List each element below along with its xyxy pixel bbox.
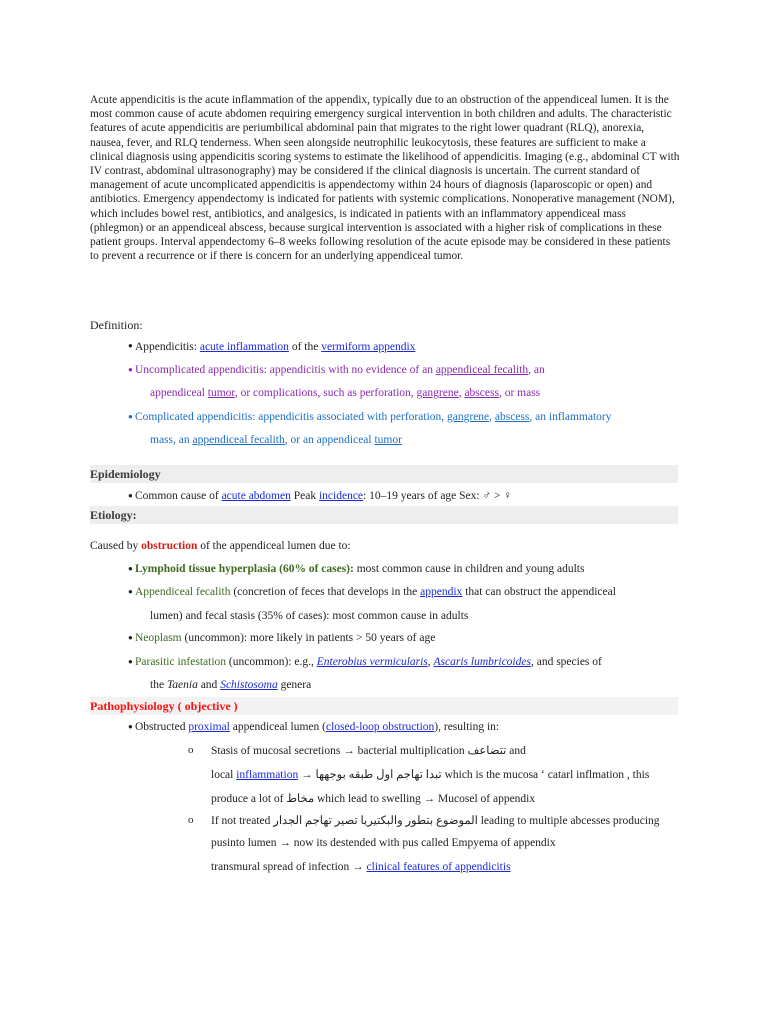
patho-post: ), resulting in: <box>434 721 500 733</box>
eti1-bold: Lymphoid tissue hyperplasia (60% of cases): <box>135 563 354 575</box>
link-acute-inflammation[interactable]: acute inflammation <box>199 341 289 353</box>
link-proximal[interactable]: proximal <box>188 721 230 733</box>
link-incidence[interactable]: incidence <box>318 490 364 502</box>
circle-bullet-icon: o <box>188 814 194 826</box>
eti4-taenia: Taenia <box>166 679 198 691</box>
etiology-item-fecalith-cont: lumen) and fecal stasis (35% of cases): most common cause in adults <box>150 610 469 622</box>
link-gangrene[interactable]: gangrene <box>447 411 490 423</box>
patho-sub1-line2 <box>211 767 649 781</box>
eti-post: of the appendiceal lumen due to: <box>197 540 351 552</box>
patho-s2l3-pre: transmural spread of infection → <box>211 861 367 873</box>
definition-label: Definition: <box>90 318 143 332</box>
link-abscess[interactable]: abscess <box>464 387 499 399</box>
link-vermiform-appendix[interactable]: vermiform appendix <box>321 341 416 353</box>
def1-mid: of the <box>288 341 322 353</box>
link-appendiceal-fecalith[interactable]: appendiceal fecalith <box>192 434 285 446</box>
def3-l2-pre: mass, an <box>150 434 193 446</box>
bullet-icon: ● <box>128 341 133 350</box>
patho-item <box>135 721 499 733</box>
etiology-heading <box>90 506 678 524</box>
patho-heading-text: Pathophysiology ( objective ) <box>90 699 238 713</box>
definition-item-complicated <box>135 411 612 423</box>
eti2-post: that can obstruct the appendiceal <box>462 586 616 598</box>
eti4-l2-pre: the <box>150 679 167 691</box>
etiology-item-parasitic <box>135 656 602 668</box>
etiology-item-neoplasm <box>135 632 435 644</box>
bullet-icon: ● <box>128 564 133 573</box>
eti-pre: Caused by <box>90 540 142 552</box>
link-tumor[interactable]: tumor <box>374 434 402 446</box>
patho-sub2-line1: If not treated الموضوع بتطور والبكتيريا تصير تهاجم الجدار leading to multiple abcesses producing <box>211 815 660 827</box>
bullet-icon: ● <box>128 365 133 374</box>
eti3-post: (uncommon): more likely in patients > 50 years of age <box>181 632 436 644</box>
def2-l2-mid: , or complications, such as perforation, <box>234 387 417 399</box>
definition-item-uncomplicated-cont <box>150 387 540 399</box>
etiology-intro <box>90 540 351 552</box>
eti4-l2-post: genera <box>277 679 312 691</box>
epi-mid: Peak <box>290 490 319 502</box>
patho-sub1-line1: Stasis of mucosal secretions → bacterial multiplication تتضاعف and <box>211 745 526 757</box>
link-abscess[interactable]: abscess <box>494 411 530 423</box>
epi-pre: Common cause of <box>135 490 222 502</box>
def3-text: Complicated appendicitis: appendicitis associated with perforation, <box>135 411 448 423</box>
def2-text: Uncomplicated appendicitis: appendicitis with no evidence of an <box>135 364 436 376</box>
etiology-item-lymphoid <box>135 563 584 575</box>
patho-mid: appendiceal lumen ( <box>229 721 326 733</box>
link-gangrene[interactable]: gangrene <box>416 387 459 399</box>
patho-s1l2-post: → تبدا تهاجم اول طبقه بوجهها which is the mucosa ‘ catarl inflmation , this <box>298 769 650 781</box>
bullet-icon: ● <box>128 633 133 642</box>
bullet-icon: ● <box>128 491 133 500</box>
link-appendix[interactable]: appendix <box>420 586 463 598</box>
link-closed-loop-obstruction[interactable]: closed-loop obstruction <box>326 721 435 733</box>
def3-post: , an inflammatory <box>529 411 612 423</box>
link-schistosoma[interactable]: Schistosoma <box>220 679 278 691</box>
etiology-heading-text: Etiology: <box>90 508 137 522</box>
link-clinical-features[interactable]: clinical features of appendicitis <box>366 861 511 873</box>
patho-sub2-line3 <box>211 861 511 873</box>
bullet-icon: ● <box>128 657 133 666</box>
def2-l2-pre: appendiceal <box>150 387 208 399</box>
bullet-icon: ● <box>128 722 133 731</box>
eti4-pre: (uncommon): e.g., <box>226 656 317 668</box>
link-inflammation[interactable]: inflammation <box>236 769 299 781</box>
eti2-pre: (concretion of feces that develops in the <box>230 586 421 598</box>
patho-sub2-line2: pusinto lumen → now its destended with pus called Empyema of appendix <box>211 837 556 849</box>
epidemiology-heading <box>90 465 678 483</box>
def3-l2-mid: , or an appendiceal <box>284 434 375 446</box>
link-tumor[interactable]: tumor <box>207 387 235 399</box>
bullet-icon: ● <box>128 412 133 421</box>
epidemiology-item <box>135 490 512 502</box>
definition-item-appendicitis <box>135 341 415 353</box>
eti1-post: most common cause in children and young adults <box>353 563 585 575</box>
eti4-green: Parasitic infestation <box>135 656 227 668</box>
link-ascaris[interactable]: Ascaris lumbricoides <box>433 656 531 668</box>
eti-obstruction: obstruction <box>141 540 198 552</box>
link-appendiceal-fecalith[interactable]: appendiceal fecalith <box>435 364 529 376</box>
definition-item-complicated-cont <box>150 434 402 446</box>
circle-bullet-icon: o <box>188 744 194 756</box>
def2-l2-sep: , <box>458 387 465 399</box>
def2-l2-post: , or mass <box>498 387 541 399</box>
bullet-icon: ● <box>128 587 133 596</box>
eti4-post: , and species of <box>530 656 602 668</box>
link-enterobius[interactable]: Enterobius vermicularis <box>316 656 428 668</box>
def3-sep: , <box>489 411 495 423</box>
epi-post: : 10–19 years of age Sex: ♂ > ♀ <box>363 490 512 502</box>
definition-item-uncomplicated <box>135 364 545 376</box>
intro-paragraph: Acute appendicitis is the acute inflammation of the appendix, typically due to an obstruction of the appendiceal lumen. It is the most common cause of acute abdomen requiring emergency surgical intervention in both children and adults. The characteristic features of acute appendicitis are periumbilical abdominal pain that migrates to the right lower quadrant (RLQ), anorexia, nausea, fever, and RLQ tenderness. When seen alongside neutrophilic leukocytosis, these features are sufficient to make a clinical diagnosis using appendicitis scoring systems to estimate the likelihood of appendicitis. Imaging (e.g., abdominal CT with IV contrast, abdominal ultrasonography) may be considered if the clinical diagnosis is uncertain. The current standard of management of acute uncomplicated appendicitis is appendectomy within 24 hours of diagnosis (laparoscopic or open) and antibiotics. Emergency appendectomy is indicated for patients with systemic complications. Nonoperative management (NOM), which includes bowel rest, antibiotics, and analgesics, is indicated in patients with an inflammatory appendiceal mass (phlegmon) or an appendiceal abscess, because surgical intervention is associated with a higher risk of complications in these patient groups. Interval appendectomy 6–8 weeks following resolution of the acute episode may be considered in these patients to prevent a recurrence or if there is concern for an underlying appendiceal tumor. <box>90 94 680 263</box>
link-acute-abdomen[interactable]: acute abdomen <box>221 490 291 502</box>
patho-pre: Obstructed <box>135 721 189 733</box>
eti2-green: Appendiceal fecalith <box>135 586 231 598</box>
patho-s1l2-pre: local <box>211 769 237 781</box>
eti4-l2-mid: and <box>197 679 221 691</box>
patho-sub1-line3: produce a lot of مخاط which lead to swelling → Mucosel of appendix <box>211 793 536 805</box>
etiology-item-fecalith <box>135 586 616 598</box>
def2-post: , an <box>528 364 545 376</box>
etiology-item-parasitic-cont <box>150 679 311 691</box>
def1-text: Appendicitis: <box>135 341 200 353</box>
eti4-sep: , <box>427 656 434 668</box>
epidemiology-heading-text: Epidemiology <box>90 467 161 481</box>
pathophysiology-heading <box>90 697 678 715</box>
eti3-green: Neoplasm <box>135 632 182 644</box>
